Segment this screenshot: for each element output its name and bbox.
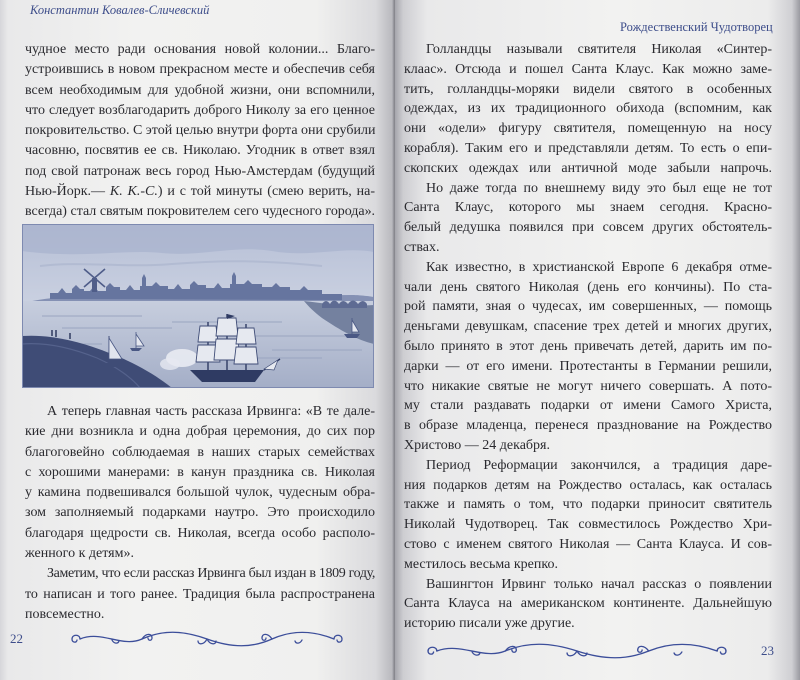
text-line: стово с именем святого Николая — Санта Клауса. И сов- xyxy=(404,536,772,552)
text-line: Николай Чудотворец. Так совместилось Рождество Хри- xyxy=(404,517,772,533)
text-segment: Нью-Йорк.— xyxy=(25,184,110,200)
left-page xyxy=(0,0,395,680)
running-head-title: Рождественский Чудотворец xyxy=(620,20,773,34)
text-line: часовню, посвятив ее св. Николаю. Угодник в ответ взял xyxy=(25,143,375,159)
paragraph xyxy=(25,402,375,625)
text-line: скопских одеждах или античной моде забыли напрочь. xyxy=(404,160,772,176)
text-line: под свой патронаж весь город Нью-Амстердам (будущий xyxy=(25,163,375,179)
text-line: Голландцы называли святителя Николая «Синтер- xyxy=(426,42,772,57)
text-line: Санта Клаус, которого мы знаем сегодня. Красно- xyxy=(404,200,772,216)
text-line: Санта Клауса на американском континенте. Дальнейшую xyxy=(404,596,772,612)
text-line: местилось весьма крепко. xyxy=(404,556,558,572)
text-line: Период Реформации закончился, а традиция даре- xyxy=(426,457,772,473)
text-line: деньгами девушкам, спасение трех детей и многих других, xyxy=(404,319,772,335)
right-page xyxy=(395,0,800,680)
text-line: у камина подвешивался большой чулок, чудесным обра- xyxy=(25,485,375,501)
text-line xyxy=(25,182,375,202)
scroll-ornament-icon xyxy=(62,628,352,650)
text-line: Как известно, в христианской Европе 6 декабря отме- xyxy=(426,259,772,275)
text-line: женного к детям». xyxy=(25,546,134,562)
text-line: чали день святого Николая (день его кончины). По ста- xyxy=(404,279,772,295)
text-line: также и память о том, что подарки приносит святитель xyxy=(404,497,772,513)
page-number: 23 xyxy=(761,643,774,658)
text-line: ствах. xyxy=(404,239,440,255)
text-line: что следует возблагодарить доброго Николу за его ценное xyxy=(25,102,375,118)
text-line: то написан и того ранее. Традиция была распространена xyxy=(25,586,375,602)
text-line: кие дни возникла и одна добрая церемония, до сих пор xyxy=(25,424,375,440)
new-amsterdam-engraving xyxy=(22,224,374,388)
text-line: всем необходимым для удобной жизни, они вспомнили, xyxy=(25,82,375,98)
scroll-ornament-icon xyxy=(417,640,737,662)
text-line: Но даже тогда по внешнему виду это был еще не тот xyxy=(426,180,772,196)
text-line: ния подарков детям на Рождество осталась, как осталась xyxy=(404,477,772,493)
text-line: Вашингтон Ирвинг только начал рассказ о появлении xyxy=(426,576,772,592)
text-line: благоговейно соблюдаемая в наших старых семействах xyxy=(25,444,375,460)
paragraph xyxy=(404,40,772,634)
text-line: повсеместно. xyxy=(25,606,105,622)
text-line: что никакие святые не могут ничего совершать. А пото- xyxy=(404,378,772,394)
text-line: корабля). Таким его и представляли детям. То есть о епи- xyxy=(404,140,772,156)
text-line: рой памяти, зная о чудесах, им совершенных, — помощь xyxy=(404,299,772,315)
text-line: устроившись в новом прекрасном месте и обеспечив себя xyxy=(25,62,375,78)
page-number: 22 xyxy=(10,631,23,646)
text-line: му стали раздавать подарки от имени Самого Христа, xyxy=(404,398,772,414)
text-line: белый дедушка появился при совсем других обстоятель- xyxy=(404,220,772,236)
text-line: тить, голландцы-моряки видели святого в особенных xyxy=(404,81,772,97)
text-line: историю писали уже другие. xyxy=(404,616,575,632)
text-line: Заметим, что если рассказ Ирвинга был издан в 1809 году, xyxy=(47,566,375,582)
text-line: они «одели» фигуру святителя, помещенную на носу xyxy=(404,121,772,137)
text-line: в образе младенца, перенеся празднование на Рождество xyxy=(404,418,772,434)
text-line: дарки — от его имени. Протестанты в Германии решили, xyxy=(404,358,772,374)
author-initials-italic: К. К.-С. xyxy=(109,184,158,200)
text-line: с хорошими манерами: в канун праздника св. Николая xyxy=(25,464,375,480)
text-line: А теперь главная часть рассказа Ирвинга: «В те дале- xyxy=(47,404,375,419)
text-line: одеждах, из их традиционного обихода (вспомним, как xyxy=(404,101,772,117)
paragraph xyxy=(25,40,375,223)
text-line: было принято в этот день привечать детей, дарить им по- xyxy=(404,338,772,354)
text-line: чудное место ради основания новой колонии... Благо- xyxy=(25,42,375,57)
text-line: зом заполняемый подарками наутро. Это происходило xyxy=(25,505,375,521)
text-line: покровительство. С этой целью внутри форта они срубили xyxy=(25,123,376,139)
running-head-author: Константин Ковалев-Сличевский xyxy=(30,3,210,17)
text-segment: ) и с той минуты (смею верить, на- xyxy=(157,184,375,200)
text-line: клаас». Отсюда и пошел Санта Клаус. Как можно заме- xyxy=(404,61,772,77)
text-line: благодаря щедрости св. Николая, всегда особо располо- xyxy=(25,525,375,541)
text-line: всегда) стал святым покровителем сего чудесного города». xyxy=(25,204,375,220)
text-line: Христово — 24 декабря. xyxy=(404,437,550,453)
